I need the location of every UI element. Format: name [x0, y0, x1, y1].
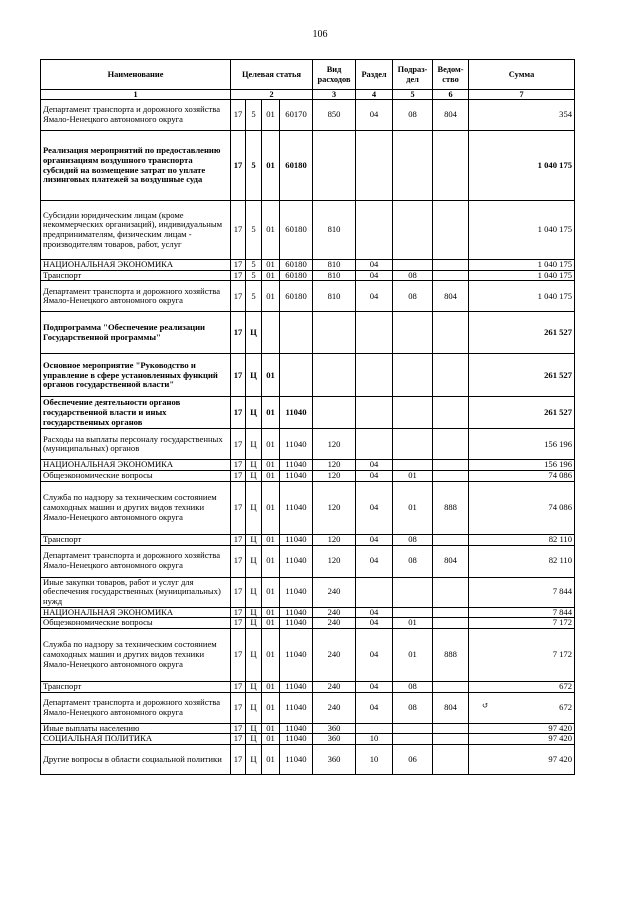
- target-activity-code: 01: [262, 577, 280, 607]
- subsection-code: [393, 577, 433, 607]
- column-number: 7: [469, 90, 575, 100]
- section-code: 04: [356, 281, 393, 312]
- table-row: [41, 481, 575, 534]
- header-subsection: Подраз-дел: [393, 60, 433, 90]
- target-program-code: 17: [231, 460, 246, 471]
- column-number: 1: [41, 90, 231, 100]
- target-subprogram-code: Ц: [246, 471, 262, 482]
- target-subprogram-code: Ц: [246, 354, 262, 397]
- row-name: Основное мероприятие "Руководство и управление в сфере установленных функций органов государственной власти": [41, 354, 231, 397]
- section-code: 04: [356, 692, 393, 723]
- subsection-code: [393, 131, 433, 201]
- target-activity-code: 01: [262, 100, 280, 131]
- row-name: Общеэкономические вопросы: [41, 471, 231, 482]
- target-direction-code: 11040: [280, 471, 313, 482]
- subsection-code: [393, 312, 433, 354]
- row-name: Общеэкономические вопросы: [41, 618, 231, 629]
- section-code: [356, 429, 393, 460]
- target-direction-code: 11040: [280, 577, 313, 607]
- target-program-code: 17: [231, 745, 246, 775]
- row-sum: 7 172: [469, 629, 575, 682]
- expense-type-code: 120: [313, 534, 356, 545]
- target-direction-code: 11040: [280, 534, 313, 545]
- table-row: [41, 460, 575, 471]
- department-code: [433, 723, 469, 734]
- section-code: 04: [356, 100, 393, 131]
- expense-type-code: 120: [313, 545, 356, 577]
- expense-type-code: 240: [313, 618, 356, 629]
- expense-type-code: [313, 354, 356, 397]
- target-subprogram-code: 5: [246, 270, 262, 281]
- target-subprogram-code: 5: [246, 281, 262, 312]
- row-name: Реализация мероприятий по предоставлению организациям воздушного транспорта субсидий на возмещение затрат по уплате лизинговых платежей за воздушные суда: [41, 131, 231, 201]
- department-code: [433, 534, 469, 545]
- expense-type-code: 810: [313, 201, 356, 260]
- row-name: Транспорт: [41, 270, 231, 281]
- header-expense-type: Вид расходов: [313, 60, 356, 90]
- expense-type-code: 240: [313, 577, 356, 607]
- table-row: [41, 270, 575, 281]
- section-code: [356, 397, 393, 429]
- subsection-code: 08: [393, 281, 433, 312]
- target-activity-code: 01: [262, 682, 280, 693]
- row-name: Служба по надзору за техническим состоянием самоходных машин и других видов техники Ямало-Ненецкого автономного округа: [41, 629, 231, 682]
- department-code: [433, 354, 469, 397]
- target-activity-code: 01: [262, 260, 280, 271]
- target-subprogram-code: Ц: [246, 312, 262, 354]
- table-row: [41, 534, 575, 545]
- target-program-code: 17: [231, 607, 246, 618]
- table-row: [41, 312, 575, 354]
- target-subprogram-code: 5: [246, 260, 262, 271]
- row-sum: 82 110: [469, 534, 575, 545]
- row-name: Департамент транспорта и дорожного хозяйства Ямало-Ненецкого автономного округа: [41, 281, 231, 312]
- row-sum: 354: [469, 100, 575, 131]
- row-sum: 97 420: [469, 723, 575, 734]
- target-subprogram-code: Ц: [246, 745, 262, 775]
- table-row: [41, 281, 575, 312]
- target-program-code: 17: [231, 397, 246, 429]
- expense-type-code: 810: [313, 281, 356, 312]
- row-name: Иные закупки товаров, работ и услуг для обеспечения государственных (муниципальных) нужд: [41, 577, 231, 607]
- target-program-code: 17: [231, 723, 246, 734]
- department-code: 888: [433, 629, 469, 682]
- subsection-code: [393, 607, 433, 618]
- target-program-code: 17: [231, 534, 246, 545]
- row-sum: 261 527: [469, 354, 575, 397]
- row-name: НАЦИОНАЛЬНАЯ ЭКОНОМИКА: [41, 260, 231, 271]
- row-name: СОЦИАЛЬНАЯ ПОЛИТИКА: [41, 734, 231, 745]
- table-row: [41, 607, 575, 618]
- target-direction-code: 11040: [280, 481, 313, 534]
- header-sum: Сумма: [469, 60, 575, 90]
- column-number: 4: [356, 90, 393, 100]
- section-code: 04: [356, 682, 393, 693]
- table-row: [41, 201, 575, 260]
- target-subprogram-code: Ц: [246, 629, 262, 682]
- row-sum: 261 527: [469, 312, 575, 354]
- table-row: [41, 745, 575, 775]
- expense-type-code: 120: [313, 471, 356, 482]
- expense-type-code: 240: [313, 692, 356, 723]
- target-direction-code: 11040: [280, 745, 313, 775]
- target-program-code: 17: [231, 577, 246, 607]
- table-body: [41, 100, 575, 775]
- target-direction-code: 11040: [280, 545, 313, 577]
- header-row: [41, 60, 575, 90]
- table-row: [41, 723, 575, 734]
- target-direction-code: 11040: [280, 723, 313, 734]
- section-code: 04: [356, 270, 393, 281]
- subsection-code: 08: [393, 545, 433, 577]
- row-sum: 156 196: [469, 460, 575, 471]
- target-program-code: 17: [231, 545, 246, 577]
- target-activity-code: 01: [262, 201, 280, 260]
- target-direction-code: 60180: [280, 281, 313, 312]
- target-program-code: 17: [231, 682, 246, 693]
- table-row: [41, 131, 575, 201]
- section-code: [356, 723, 393, 734]
- subsection-code: [393, 354, 433, 397]
- table-row: [41, 354, 575, 397]
- target-program-code: 17: [231, 201, 246, 260]
- table-row: [41, 629, 575, 682]
- target-direction-code: 60170: [280, 100, 313, 131]
- expense-type-code: [313, 312, 356, 354]
- subsection-code: [393, 397, 433, 429]
- section-code: 04: [356, 545, 393, 577]
- target-subprogram-code: Ц: [246, 534, 262, 545]
- section-code: 04: [356, 260, 393, 271]
- target-activity-code: 01: [262, 545, 280, 577]
- target-subprogram-code: Ц: [246, 723, 262, 734]
- section-code: [356, 577, 393, 607]
- target-subprogram-code: Ц: [246, 577, 262, 607]
- page-number: 106: [312, 29, 328, 40]
- department-code: [433, 270, 469, 281]
- row-name: Обеспечение деятельности органов государственной власти и иных государственных органов: [41, 397, 231, 429]
- target-activity-code: 01: [262, 607, 280, 618]
- target-activity-code: 01: [262, 723, 280, 734]
- department-code: 804: [433, 100, 469, 131]
- target-activity-code: 01: [262, 270, 280, 281]
- target-direction-code: 60180: [280, 131, 313, 201]
- subsection-code: [393, 201, 433, 260]
- target-program-code: 17: [231, 354, 246, 397]
- column-number: 2: [231, 90, 313, 100]
- target-program-code: 17: [231, 429, 246, 460]
- target-subprogram-code: Ц: [246, 682, 262, 693]
- row-name: Транспорт: [41, 534, 231, 545]
- target-activity-code: 01: [262, 745, 280, 775]
- section-code: [356, 201, 393, 260]
- target-direction-code: 11040: [280, 682, 313, 693]
- target-activity-code: 01: [262, 354, 280, 397]
- header-section: Раздел: [356, 60, 393, 90]
- department-code: 888: [433, 481, 469, 534]
- target-direction-code: 60180: [280, 201, 313, 260]
- table-row: [41, 471, 575, 482]
- expense-type-code: 360: [313, 734, 356, 745]
- handwritten-mark: ↺: [482, 701, 489, 710]
- target-program-code: 17: [231, 481, 246, 534]
- department-code: [433, 734, 469, 745]
- column-number: 3: [313, 90, 356, 100]
- table-row: [41, 397, 575, 429]
- expense-type-code: [313, 131, 356, 201]
- section-code: 04: [356, 629, 393, 682]
- table-row: [41, 734, 575, 745]
- target-activity-code: 01: [262, 471, 280, 482]
- row-sum: 1 040 175: [469, 201, 575, 260]
- expense-type-code: 360: [313, 723, 356, 734]
- expense-type-code: 120: [313, 481, 356, 534]
- row-name: Расходы на выплаты персоналу государственных (муниципальных) органов: [41, 429, 231, 460]
- department-code: 804: [433, 281, 469, 312]
- target-subprogram-code: Ц: [246, 429, 262, 460]
- department-code: [433, 460, 469, 471]
- expense-type-code: 850: [313, 100, 356, 131]
- row-sum: 97 420: [469, 745, 575, 775]
- target-activity-code: 01: [262, 629, 280, 682]
- target-program-code: 17: [231, 629, 246, 682]
- target-activity-code: 01: [262, 534, 280, 545]
- column-number: 6: [433, 90, 469, 100]
- target-subprogram-code: Ц: [246, 460, 262, 471]
- target-program-code: 17: [231, 260, 246, 271]
- target-program-code: 17: [231, 734, 246, 745]
- target-activity-code: 01: [262, 397, 280, 429]
- table-row: [41, 100, 575, 131]
- target-direction-code: 11040: [280, 429, 313, 460]
- department-code: [433, 745, 469, 775]
- column-number: 5: [393, 90, 433, 100]
- target-subprogram-code: Ц: [246, 545, 262, 577]
- row-sum: 97 420: [469, 734, 575, 745]
- row-sum: 7 844: [469, 607, 575, 618]
- row-sum: 1 040 175: [469, 260, 575, 271]
- expense-type-code: 240: [313, 682, 356, 693]
- target-activity-code: 01: [262, 429, 280, 460]
- row-name: Департамент транспорта и дорожного хозяйства Ямало-Ненецкого автономного округа: [41, 692, 231, 723]
- header-name: Наименование: [41, 60, 231, 90]
- row-name: Транспорт: [41, 682, 231, 693]
- row-name: НАЦИОНАЛЬНАЯ ЭКОНОМИКА: [41, 460, 231, 471]
- target-activity-code: 01: [262, 281, 280, 312]
- target-activity-code: 01: [262, 618, 280, 629]
- expense-type-code: 120: [313, 460, 356, 471]
- department-code: 804: [433, 545, 469, 577]
- row-name: Подпрограмма "Обеспечение реализации Государственной программы": [41, 312, 231, 354]
- section-code: 10: [356, 745, 393, 775]
- subsection-code: [393, 723, 433, 734]
- target-subprogram-code: 5: [246, 131, 262, 201]
- department-code: [433, 260, 469, 271]
- section-code: 10: [356, 734, 393, 745]
- department-code: [433, 397, 469, 429]
- row-sum: 74 086: [469, 471, 575, 482]
- target-subprogram-code: Ц: [246, 397, 262, 429]
- section-code: 04: [356, 471, 393, 482]
- target-program-code: 17: [231, 131, 246, 201]
- target-direction-code: [280, 312, 313, 354]
- section-code: [356, 131, 393, 201]
- target-subprogram-code: Ц: [246, 692, 262, 723]
- row-name: НАЦИОНАЛЬНАЯ ЭКОНОМИКА: [41, 607, 231, 618]
- expense-type-code: 810: [313, 270, 356, 281]
- table-row: [41, 692, 575, 723]
- target-direction-code: 11040: [280, 397, 313, 429]
- budget-table: [40, 59, 575, 775]
- target-subprogram-code: Ц: [246, 607, 262, 618]
- section-code: 04: [356, 607, 393, 618]
- expense-type-code: 240: [313, 607, 356, 618]
- row-sum: 74 086: [469, 481, 575, 534]
- subsection-code: 08: [393, 692, 433, 723]
- department-code: [433, 429, 469, 460]
- department-code: [433, 131, 469, 201]
- target-direction-code: 11040: [280, 629, 313, 682]
- target-direction-code: 60180: [280, 270, 313, 281]
- column-number-row: [41, 90, 575, 100]
- department-code: [433, 312, 469, 354]
- section-code: 04: [356, 481, 393, 534]
- department-code: [433, 618, 469, 629]
- row-sum: 672: [469, 682, 575, 693]
- target-direction-code: 11040: [280, 692, 313, 723]
- target-activity-code: 01: [262, 131, 280, 201]
- target-subprogram-code: 5: [246, 100, 262, 131]
- table-row: [41, 545, 575, 577]
- department-code: [433, 201, 469, 260]
- section-code: 04: [356, 618, 393, 629]
- target-direction-code: 60180: [280, 260, 313, 271]
- subsection-code: 08: [393, 100, 433, 131]
- target-program-code: 17: [231, 281, 246, 312]
- target-program-code: 17: [231, 692, 246, 723]
- header-target-article: Целевая статья: [231, 60, 313, 90]
- target-subprogram-code: Ц: [246, 734, 262, 745]
- department-code: [433, 607, 469, 618]
- subsection-code: [393, 734, 433, 745]
- row-sum: 1 040 175: [469, 131, 575, 201]
- subsection-code: [393, 429, 433, 460]
- target-program-code: 17: [231, 618, 246, 629]
- subsection-code: 06: [393, 745, 433, 775]
- header-department: Ведом-ство: [433, 60, 469, 90]
- table-row: [41, 682, 575, 693]
- subsection-code: 08: [393, 534, 433, 545]
- department-code: [433, 471, 469, 482]
- expense-type-code: 120: [313, 429, 356, 460]
- row-sum: 7 172: [469, 618, 575, 629]
- subsection-code: 08: [393, 682, 433, 693]
- target-program-code: 17: [231, 100, 246, 131]
- table-row: [41, 260, 575, 271]
- row-sum: 672: [469, 692, 575, 723]
- target-direction-code: 11040: [280, 460, 313, 471]
- target-program-code: 17: [231, 312, 246, 354]
- row-name: Служба по надзору за техническим состоянием самоходных машин и других видов техники Ямало-Ненецкого автономного округа: [41, 481, 231, 534]
- subsection-code: [393, 260, 433, 271]
- target-activity-code: 01: [262, 734, 280, 745]
- section-code: [356, 354, 393, 397]
- row-name: Департамент транспорта и дорожного хозяйства Ямало-Ненецкого автономного округа: [41, 100, 231, 131]
- row-sum: 156 196: [469, 429, 575, 460]
- expense-type-code: 360: [313, 745, 356, 775]
- target-subprogram-code: Ц: [246, 481, 262, 534]
- row-sum: 1 040 175: [469, 281, 575, 312]
- subsection-code: 01: [393, 471, 433, 482]
- row-sum: 7 844: [469, 577, 575, 607]
- row-name: Департамент транспорта и дорожного хозяйства Ямало-Ненецкого автономного округа: [41, 545, 231, 577]
- target-activity-code: 01: [262, 692, 280, 723]
- target-program-code: 17: [231, 471, 246, 482]
- expense-type-code: 240: [313, 629, 356, 682]
- target-activity-code: [262, 312, 280, 354]
- target-direction-code: 11040: [280, 607, 313, 618]
- subsection-code: 08: [393, 270, 433, 281]
- target-subprogram-code: Ц: [246, 618, 262, 629]
- section-code: 04: [356, 534, 393, 545]
- table-row: [41, 577, 575, 607]
- target-activity-code: 01: [262, 481, 280, 534]
- section-code: 04: [356, 460, 393, 471]
- row-name: Субсидии юридическим лицам (кроме некоммерческих организаций), индивидуальным предпринимателям, физическим лицам - производителям товаров, работ, услуг: [41, 201, 231, 260]
- row-sum: 82 110: [469, 545, 575, 577]
- target-direction-code: [280, 354, 313, 397]
- table-row: [41, 618, 575, 629]
- target-direction-code: 11040: [280, 734, 313, 745]
- subsection-code: 01: [393, 629, 433, 682]
- row-sum: 261 527: [469, 397, 575, 429]
- subsection-code: 01: [393, 481, 433, 534]
- department-code: [433, 577, 469, 607]
- expense-type-code: [313, 397, 356, 429]
- subsection-code: [393, 460, 433, 471]
- expense-type-code: 810: [313, 260, 356, 271]
- row-sum: 1 040 175: [469, 270, 575, 281]
- department-code: [433, 682, 469, 693]
- subsection-code: 01: [393, 618, 433, 629]
- row-name: Другие вопросы в области социальной политики: [41, 745, 231, 775]
- row-name: Иные выплаты населению: [41, 723, 231, 734]
- target-direction-code: 11040: [280, 618, 313, 629]
- target-subprogram-code: 5: [246, 201, 262, 260]
- target-program-code: 17: [231, 270, 246, 281]
- section-code: [356, 312, 393, 354]
- target-activity-code: 01: [262, 460, 280, 471]
- table-row: [41, 429, 575, 460]
- department-code: 804: [433, 692, 469, 723]
